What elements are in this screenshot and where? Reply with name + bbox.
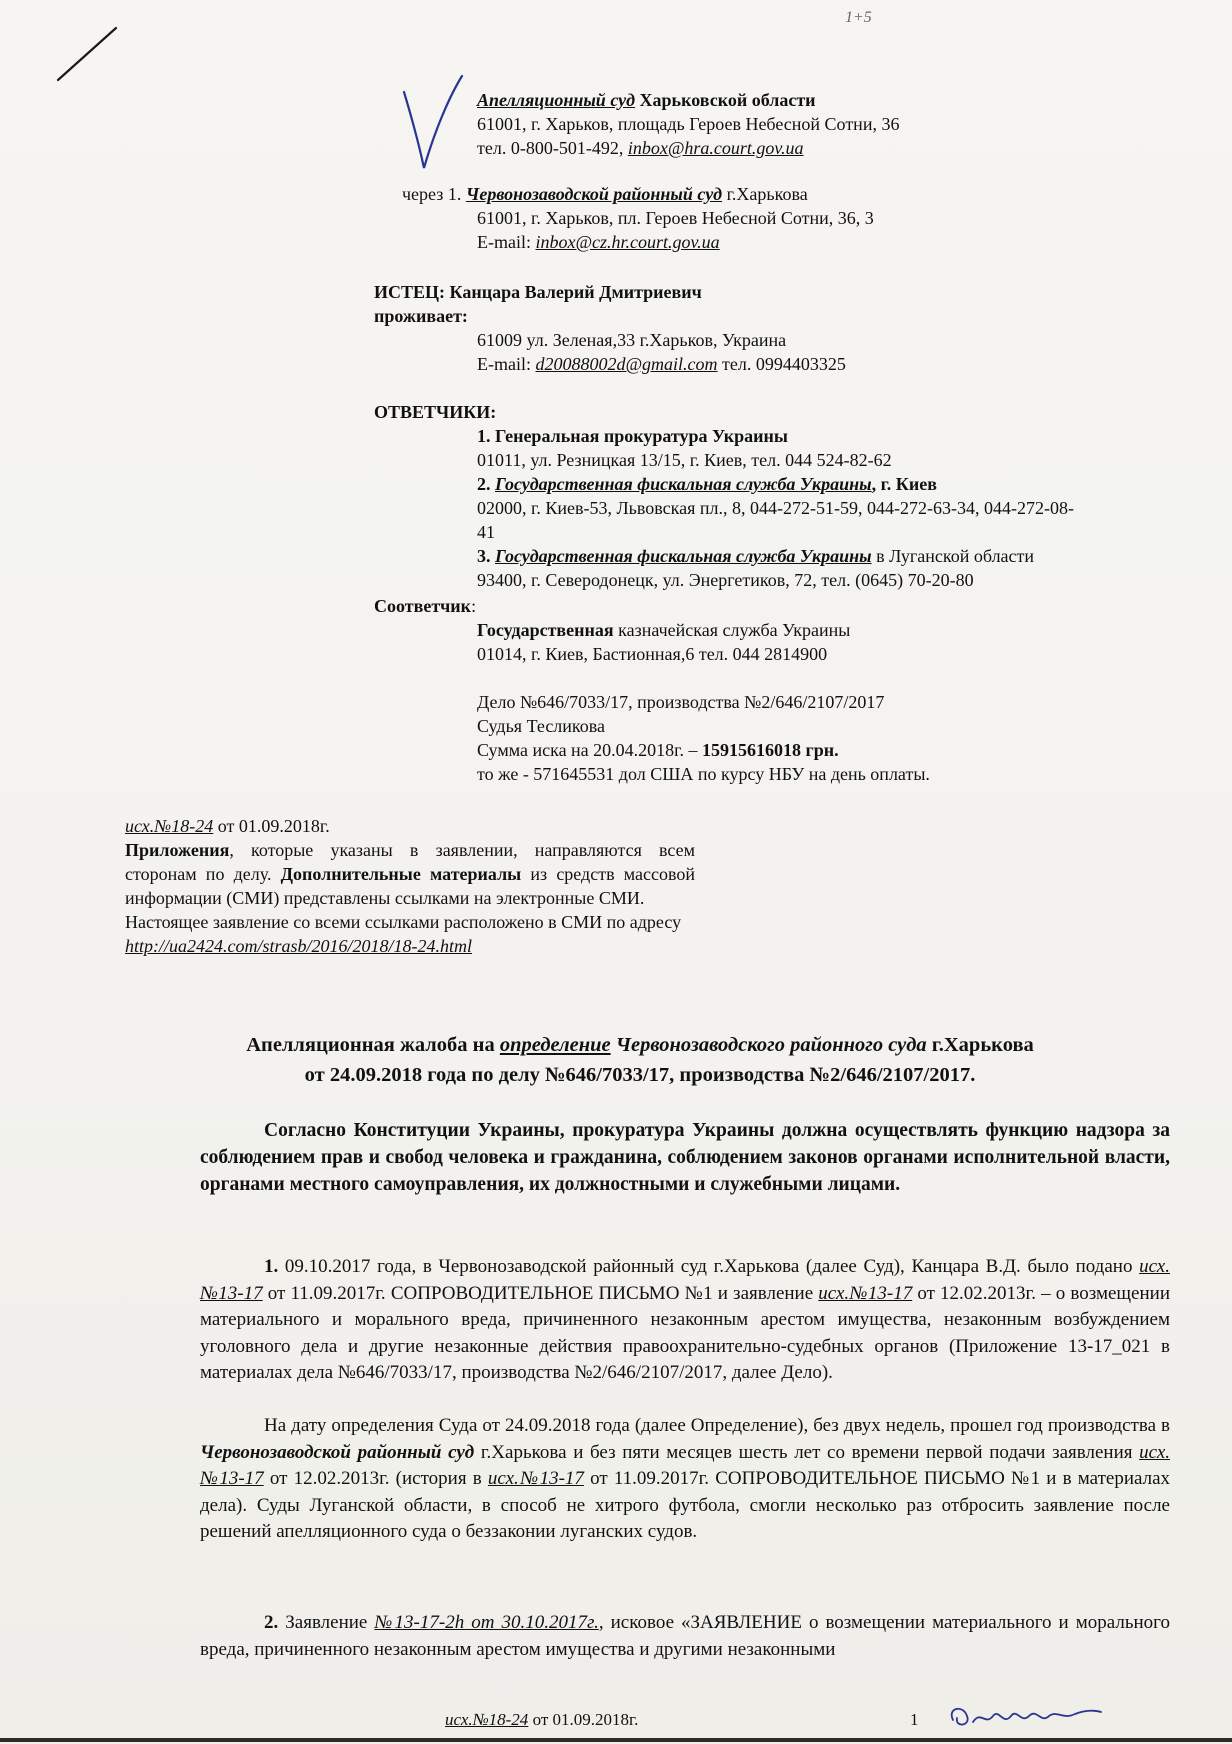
location-note: Настоящее заявление со всеми ссылками расположено в СМИ по адресу: [125, 912, 682, 932]
court-email-link[interactable]: inbox@hra.court.gov.ua: [627, 138, 804, 158]
plaintiff-contacts: E-mail: d20088002d@gmail.com тел. 0994403325: [477, 354, 846, 374]
court-name-link: Апелляционный суд: [477, 90, 636, 110]
plaintiff-label: ИСТЕЦ: Канцара Валерий Дмитриевич: [374, 282, 702, 302]
defendant-1-address: 01011, ул. Резницкая 13/15, г. Киев, тел. 044 524-82-62: [477, 450, 892, 470]
via-court-email: E-mail: inbox@cz.hr.court.gov.ua: [477, 232, 720, 252]
top-scribble: 1+5: [845, 9, 872, 26]
defendant-2: 2. Государственная фискальная служба Украины, г. Киев: [477, 474, 937, 494]
via-court-name: Червонозаводской районный суд: [465, 184, 723, 204]
paragraph-2: 2. Заявление №13-17-2h от 30.10.2017г., исковое «ЗАЯВЛЕНИЕ о возмещении материального и морального вреда, причиненного незаконным арестом имущества и другими незаконными: [200, 1612, 1170, 1660]
via-court: через 1. Червонозаводской районный суд г.Харькова: [402, 184, 808, 204]
check-mark: [398, 70, 468, 180]
via-court-email-link[interactable]: inbox@cz.hr.court.gov.ua: [535, 232, 720, 252]
defendant-1: 1. Генеральная прокуратура Украины: [477, 426, 788, 446]
claim-sum: Сумма иска на 20.04.2018г. – 15915616018 грн.: [477, 740, 839, 760]
reference-block: [125, 814, 695, 958]
attachments-note: Приложения, которые указаны в заявлении, направляются всем сторонам по делу. Дополнительные материалы из средств массовой информации (СМИ) представлены ссылками на электронные СМИ.: [125, 840, 695, 908]
intro-paragraph: Согласно Конституции Украины, прокуратура Украины должна осуществлять функцию надзора за соблюдением прав и свобод человека и гражданина, соблюдением законов органами исполнительной власти, органами местного самоуправления, их должностными и служебными лицами.: [200, 1120, 1170, 1195]
codefendant-label: Соответчик:: [374, 596, 477, 616]
plaintiff-lives-label: проживает:: [374, 306, 468, 326]
pen-slash-mark: [52, 22, 122, 84]
plaintiff-address: 61009 ул. Зеленая,33 г.Харьков, Украина: [477, 330, 787, 350]
case-number: Дело №646/7033/17, производства №2/646/2107/2017: [477, 692, 885, 712]
codefendant-name: Государственная казначейская служба Украины: [477, 620, 851, 640]
plaintiff-email-link[interactable]: d20088002d@gmail.com: [535, 354, 718, 374]
court-name: Апелляционный суд Харьковской области: [477, 90, 816, 110]
defendant-2-address-cont: 41: [477, 522, 495, 542]
via-court-address: 61001, г. Харьков, пл. Героев Небесной Сотни, 36, 3: [477, 208, 874, 228]
defendant-3: 3. Государственная фискальная служба Украины в Луганской области: [477, 546, 1035, 566]
paragraph-1: 1. 09.10.2017 года, в Червонозаводской районный суд г.Харькова (далее Суд), Канцара В.Д. было подано исх.№13-17 от 11.09.2017г. СОПРОВОДИТЕЛЬНОЕ ПИСЬМО №1 и заявление исх.№13-17 от 12.02.2013г. – о возмещении материального и морального вреда, причиненного незаконным арестом имущества, незаконным возбуждением уголовного дела и другие незаконные действия правоохранительно-судебных органов (Приложение 13-17_021 в материалах дела №646/7033/17, производства №2/646/2107/2017, далее Дело).: [200, 1256, 1170, 1383]
case-judge: Судья Тесликова: [477, 716, 606, 736]
page-number: 1: [910, 1710, 919, 1729]
paragraph-1-continued: На дату определения Суда от 24.09.2018 года (далее Определение), без двух недель, прошел год производства в Червонозаводской районный суд г.Харькова и без пяти месяцев шесть лет со времени первой подачи заявления исх.№13-17 от 12.02.2013г. (история в исх.№13-17 от 11.09.2017г. СОПРОВОДИТЕЛЬНОЕ ПИСЬМО №1 и в материалах дела). Суды Луганской области, в способ не хитрого футбола, смогли несколько раз отбросить заявление после решений апелляционного суда о беззаконии луганских судов.: [200, 1415, 1171, 1542]
signature: [945, 1700, 1105, 1734]
claim-sum-usd: то же - 571645531 дол США по курсу НБУ на день оплаты.: [477, 764, 930, 784]
reference-number: исх.№18-24 от 01.09.2018г.: [125, 816, 330, 836]
codefendant-address: 01014, г. Киев, Бастионная,6 тел. 044 2814900: [477, 644, 828, 664]
court-address: 61001, г. Харьков, площадь Героев Небесной Сотни, 36: [477, 114, 900, 134]
defendant-2-address: 02000, г. Киев-53, Львовская пл., 8, 044-272-51-59, 044-272-63-34, 044-272-08-: [477, 498, 1074, 518]
document-title: Апелляционная жалоба на определение Червонозаводского районного суда г.Харькова от 24.09.2018 года по делу №646/7033/17, производства №2/646/2107/2017.: [246, 1034, 1034, 1086]
footer-reference: исх.№18-24 от 01.09.2018г.: [445, 1710, 639, 1729]
scan-bottom-edge: [0, 1738, 1232, 1742]
court-contacts: тел. 0-800-501-492, inbox@hra.court.gov.ua: [477, 138, 804, 158]
defendant-3-address: 93400, г. Северодонецк, ул. Энергетиков, 72, тел. (0645) 70-20-80: [477, 570, 974, 590]
defendants-label: ОТВЕТЧИКИ:: [374, 402, 497, 422]
document-url-link[interactable]: http://ua2424.com/strasb/2016/2018/18-24.html: [125, 936, 473, 956]
